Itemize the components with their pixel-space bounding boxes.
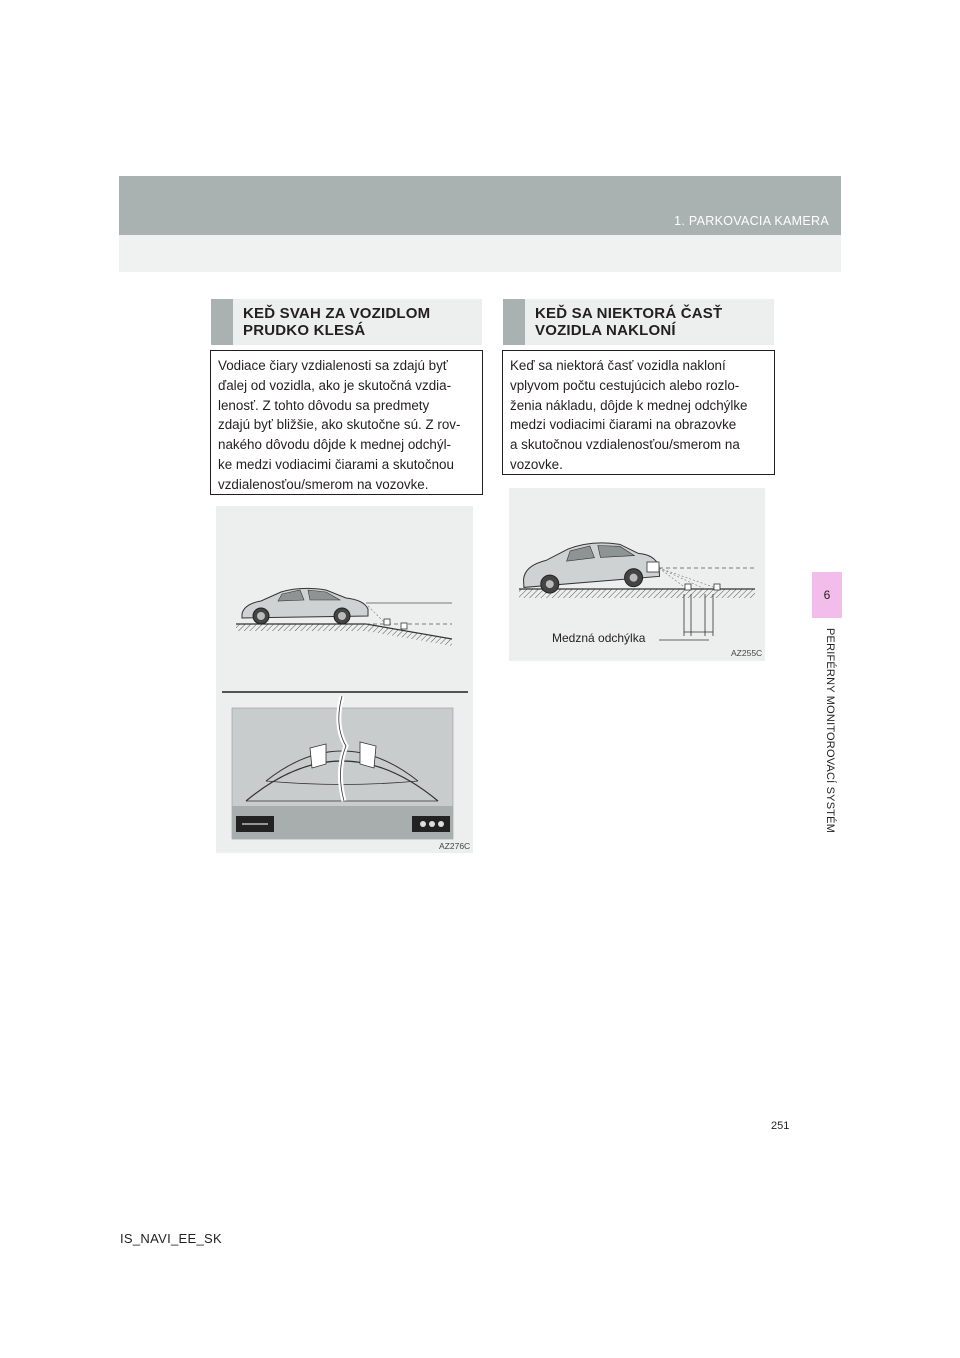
header-band [119,176,841,235]
downslope-illustration [216,506,473,853]
left-line: lenosť. Z tohto dôvodu sa predmety [218,397,430,413]
car-icon [522,540,660,595]
left-figure [216,506,473,853]
marker-far [401,623,407,629]
right-heading-line2: VOZIDLA NAKLONÍ [535,322,676,339]
left-section-heading [211,299,482,345]
marker-near [384,619,390,625]
left-line: vzdialenosťou/smerom na vozovke. [218,476,429,492]
left-line: Vodiace čiary vzdialenosti sa zdajú byť [218,358,448,373]
left-line: zdajú byť bližšie, ako skutočne sú. Z rov- [218,417,461,433]
right-line: Keď sa niektorá časť vozidla nakloní [510,358,726,373]
left-text-box [210,350,483,495]
page-number: 251 [771,1120,790,1132]
right-heading-line1: KEĎ SA NIEKTORÁ ČASŤ [535,305,723,322]
right-line: medzi vodiacimi čiarami na obrazovke [510,417,737,433]
right-line: vplyvom počtu cestujúcich alebo rozlo- [510,377,740,393]
right-line: ženia nákladu, dôjde k mednej odchýlke [510,397,748,413]
header-subband [119,235,841,272]
right-text-box [502,350,775,475]
left-line: ke medzi vodiacimi čiarami a skutočnou [218,456,454,472]
chapter-tab [812,572,842,618]
section-title: 1. PARKOVACIA KAMERA [674,214,829,228]
left-heading-line1: KEĎ SVAH ZA VOZIDLOM [243,305,431,322]
chapter-title: PERIFÉRNY MONITOROVACÍ SYSTÉM [824,628,836,834]
ground-hatch [236,624,452,646]
right-figure [509,488,765,661]
left-heading-line2: PRUDKO KLESÁ [243,322,366,339]
right-line: a skutočnou vzdialenosťou/smerom na [510,437,740,453]
document-id: IS_NAVI_EE_SK [120,1231,222,1246]
car-icon [242,588,368,624]
right-line: vozovke. [510,456,563,472]
left-line: ďalej od vozidla, ako je skutočná vzdia- [218,377,452,393]
left-figure-code: AZ276C [439,841,471,851]
deviation-label: Medzná odchýlka [552,631,646,645]
chapter-number: 6 [823,588,831,602]
left-line: nakého dôvodu dôjde k mednej odchýl- [218,437,452,453]
right-section-heading [503,299,774,345]
right-figure-code: AZ255C [731,648,763,658]
